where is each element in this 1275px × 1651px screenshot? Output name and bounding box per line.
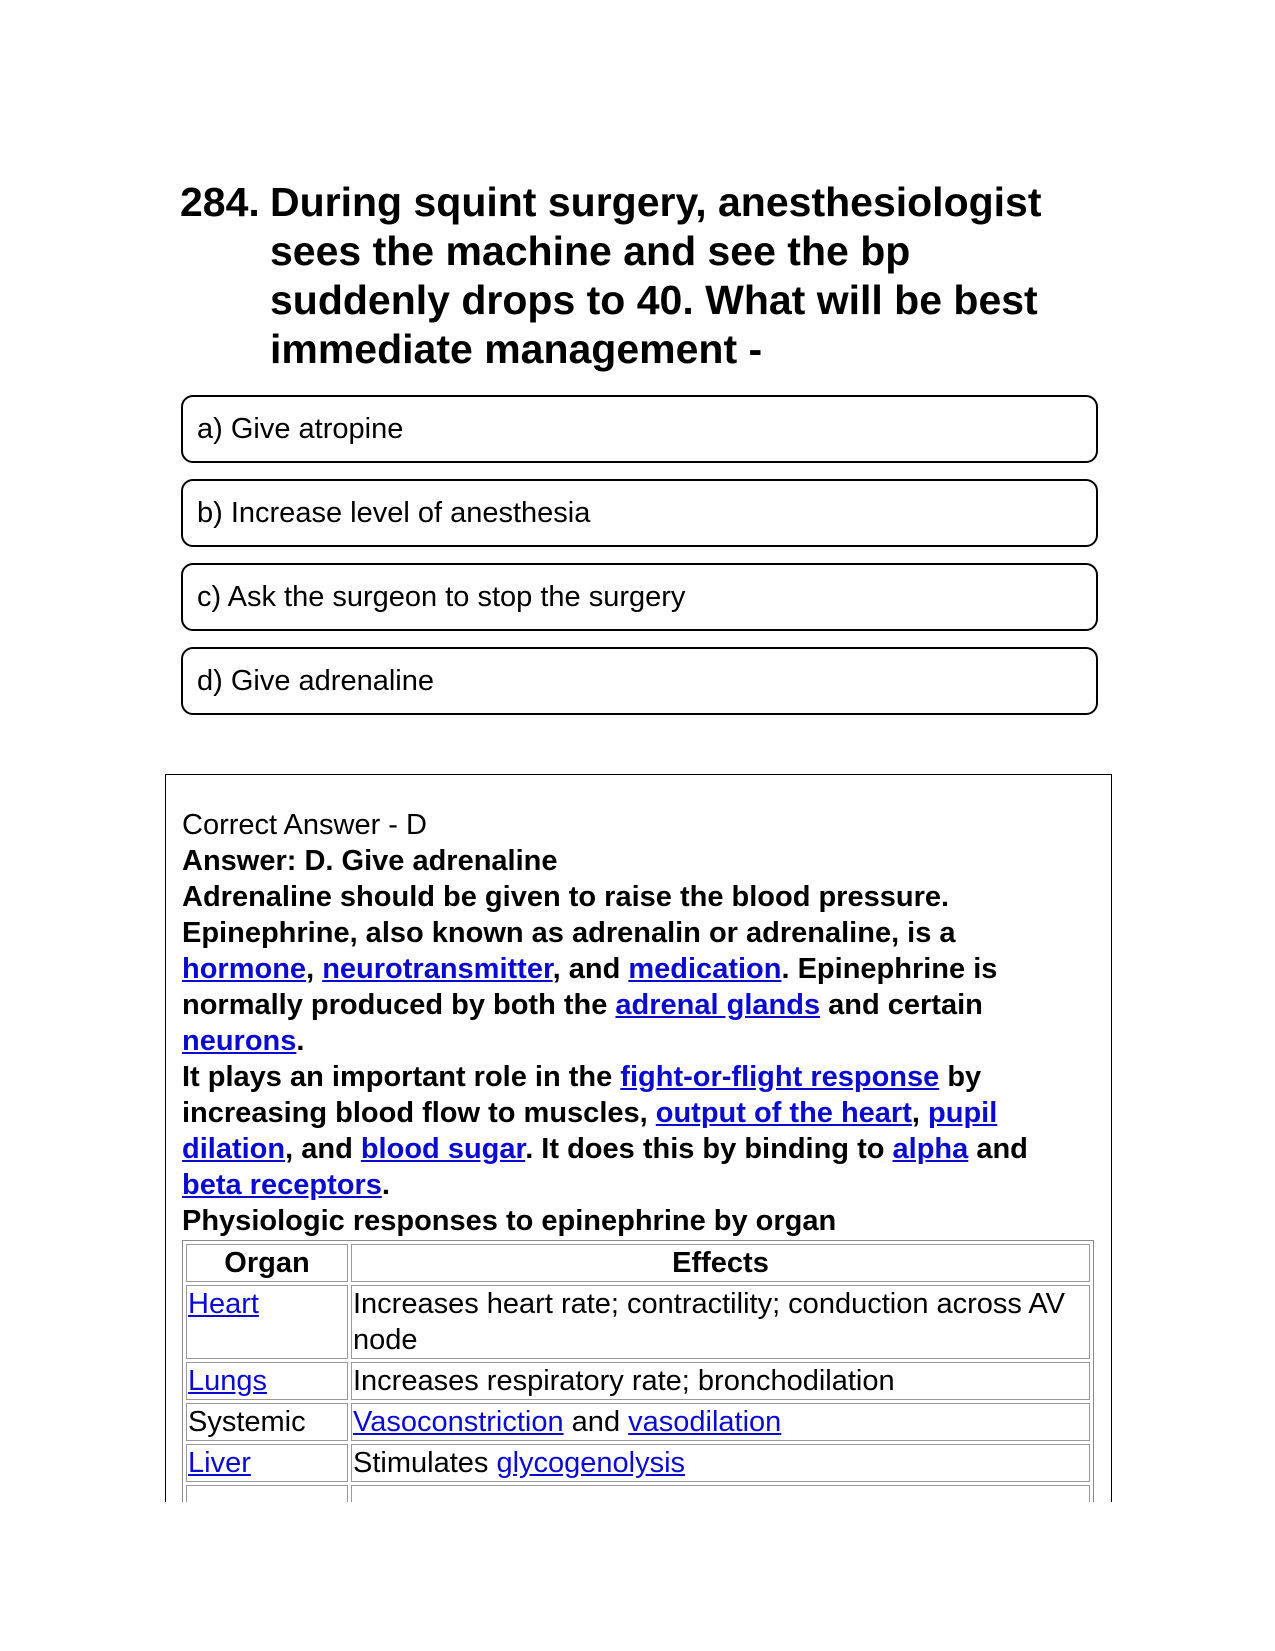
effect-cell: [351, 1444, 1090, 1482]
question: [180, 178, 1080, 374]
table-row: [186, 1403, 1090, 1441]
text: Epinephrine, also known as adrenalin or adrenaline, is a: [182, 917, 956, 949]
table-row: [186, 1285, 1090, 1359]
link-pupil-dilation[interactable]: pupil dilation: [182, 1097, 998, 1165]
effect-text: Increases heart rate; contractility; conduction across AV node: [353, 1288, 1065, 1356]
link-medication[interactable]: medication: [628, 953, 782, 985]
text: ,: [911, 1097, 929, 1129]
answer-content: [182, 807, 1094, 1527]
effect-text: Stimulates: [353, 1447, 497, 1479]
question-number: 284.: [180, 179, 260, 225]
text: and: [968, 1133, 1028, 1165]
link-vasodilation[interactable]: vasodilation: [628, 1406, 782, 1438]
option-a[interactable]: a) Give atropine: [181, 395, 1098, 463]
link-glycogenolysis[interactable]: glycogenolysis: [496, 1447, 686, 1479]
text: , and: [285, 1133, 361, 1165]
link-neurotransmitter[interactable]: neurotransmitter: [322, 953, 553, 985]
link-blood-sugar[interactable]: blood sugar: [360, 1133, 526, 1165]
effect-text: Increases respiratory rate; bronchodilation: [353, 1365, 895, 1397]
effect-cell: [351, 1362, 1090, 1400]
link-beta-receptors[interactable]: beta receptors: [182, 1169, 382, 1201]
link-neurons[interactable]: neurons: [182, 1025, 297, 1057]
organ-cell: [186, 1285, 348, 1359]
organ-cell: [186, 1444, 348, 1482]
link-fight-or-flight[interactable]: fight-or-flight response: [620, 1061, 940, 1093]
options-list: [181, 395, 1098, 731]
answer-line: Answer: D. Give adrenaline: [182, 845, 558, 877]
effect-cell: [351, 1403, 1090, 1441]
link-adrenal-glands[interactable]: adrenal glands: [615, 989, 821, 1021]
text: .: [296, 1025, 305, 1057]
explanation-line: Adrenaline should be given to raise the blood pressure.: [182, 881, 950, 913]
link-alpha[interactable]: alpha: [892, 1133, 969, 1165]
text: . Epinephrine is normally produced by both the: [182, 953, 998, 1021]
effect-text: and: [563, 1406, 629, 1438]
link-output-of-heart[interactable]: output of the heart: [655, 1097, 912, 1129]
text: It plays an important role in the: [182, 1061, 621, 1093]
text: and certain: [820, 989, 983, 1021]
correct-answer-line: Correct Answer - D: [182, 809, 427, 841]
header-effects: Effects: [351, 1244, 1090, 1282]
table-row: [186, 1362, 1090, 1400]
option-c[interactable]: c) Ask the surgeon to stop the surgery: [181, 563, 1098, 631]
link-vasoconstriction[interactable]: Vasoconstriction: [353, 1406, 564, 1438]
text: ,: [306, 953, 323, 985]
link-lungs[interactable]: Lungs: [188, 1365, 268, 1397]
option-d[interactable]: d) Give adrenaline: [181, 647, 1098, 715]
text: by increasing blood flow to muscles,: [182, 1061, 982, 1129]
organ-cell: Systemic: [186, 1403, 348, 1441]
organ-effects-table: [182, 1240, 1094, 1527]
explanation-paragraph-1: [182, 915, 1094, 1059]
organ-cell: [186, 1362, 348, 1400]
header-organ: Organ: [186, 1244, 348, 1282]
table-row: [186, 1444, 1090, 1482]
text: , and: [552, 953, 629, 985]
text: .: [381, 1169, 390, 1201]
link-liver[interactable]: Liver: [188, 1447, 251, 1479]
text: . It does this by binding to: [525, 1133, 893, 1165]
table-header-row: [186, 1244, 1090, 1282]
link-heart[interactable]: Heart: [188, 1288, 259, 1320]
table-caption: Physiologic responses to epinephrine by organ: [182, 1205, 837, 1237]
page-bottom-margin: [0, 1502, 1275, 1651]
link-hormone[interactable]: hormone: [182, 953, 307, 985]
effect-cell: [351, 1285, 1090, 1359]
question-text: During squint surgery, anesthesiologist sees the machine and see the bp suddenly drops to 40. What will be best immediate management -: [270, 179, 1042, 372]
option-b[interactable]: b) Increase level of anesthesia: [181, 479, 1098, 547]
explanation-paragraph-2: [182, 1059, 1094, 1203]
